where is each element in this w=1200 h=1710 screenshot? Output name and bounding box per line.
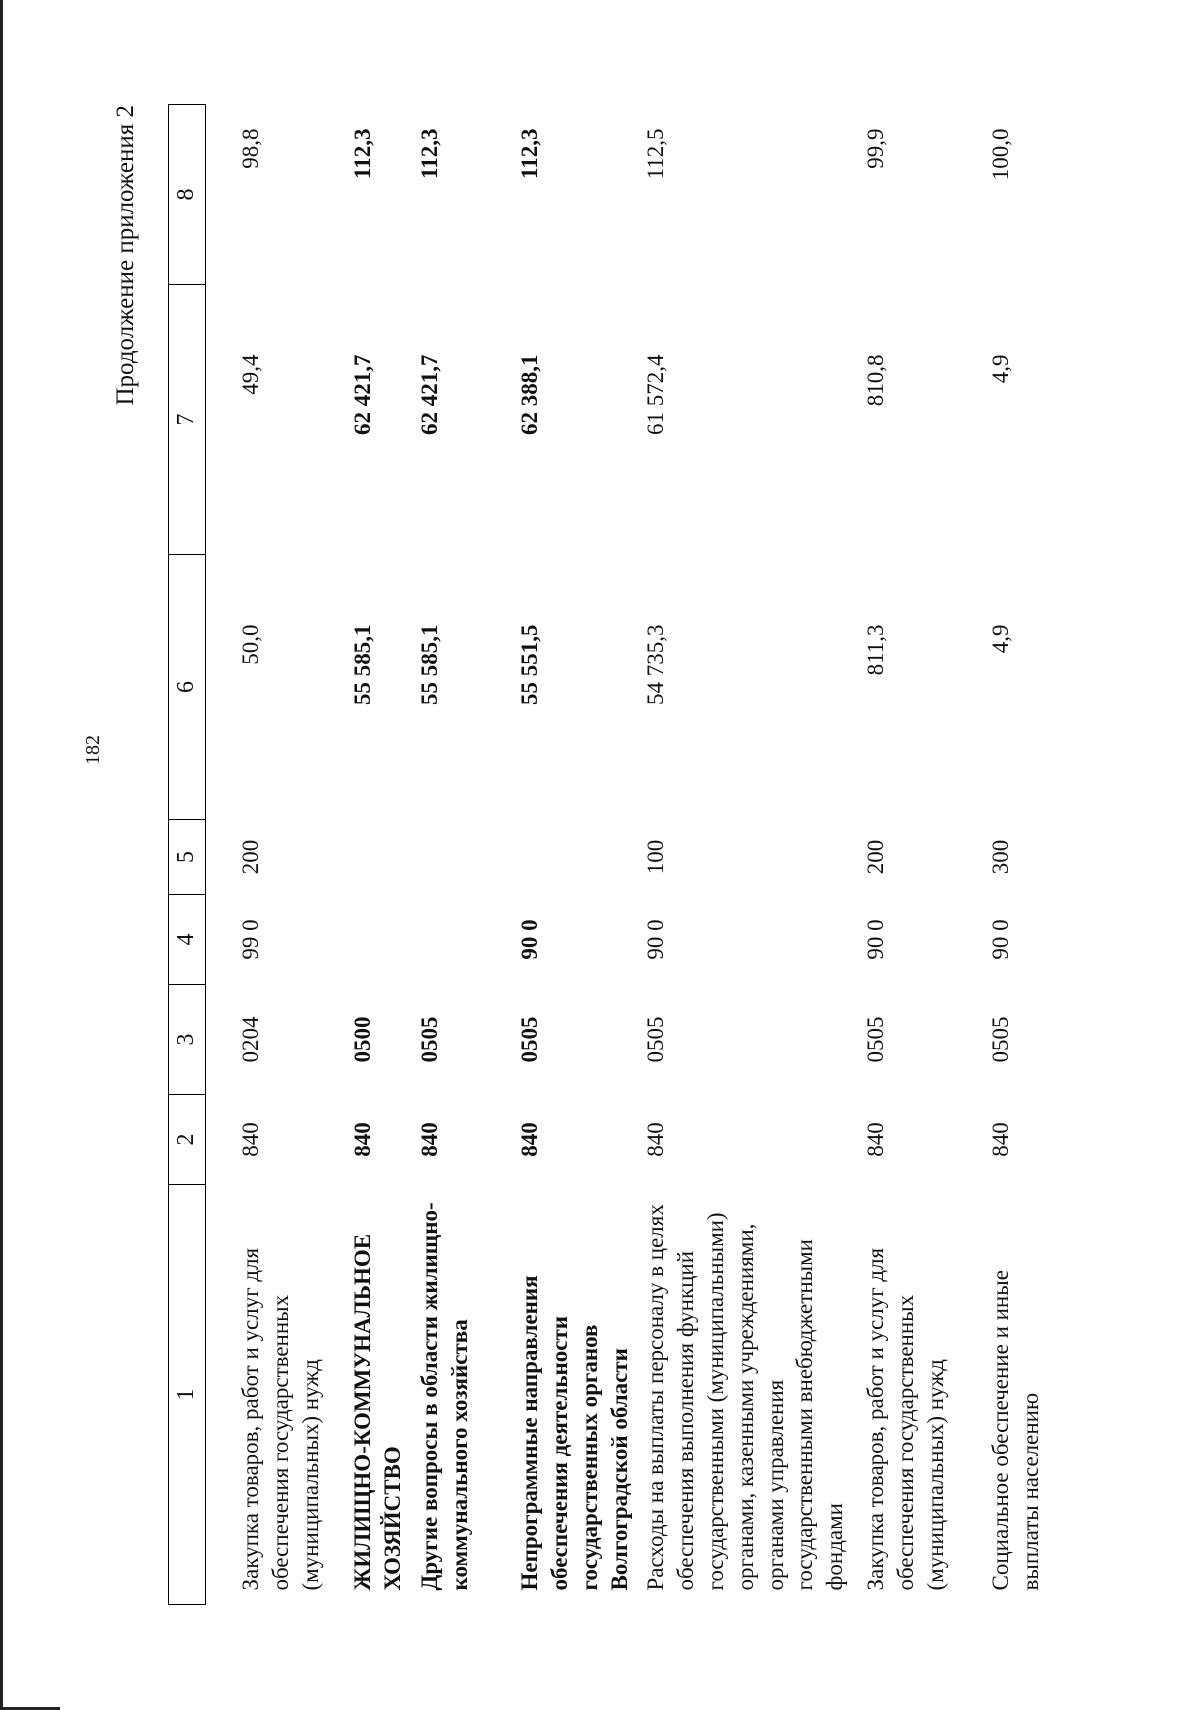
cell-percent: 98,8 <box>238 128 263 169</box>
cell-admin-code: 840 <box>350 1122 375 1157</box>
table-row <box>415 105 515 1605</box>
cell-amount-actual: 4,9 <box>988 354 1013 384</box>
row-description: Другие вопросы в области жилищно-коммунального хозяйства <box>417 1202 472 1591</box>
cell-amount-actual: 62 421,7 <box>350 354 375 435</box>
cell-admin-code: 840 <box>517 1122 542 1157</box>
cell-target-code: 90 0 <box>863 919 888 960</box>
cell-percent: 99,9 <box>863 128 888 169</box>
table-row <box>986 105 1056 1605</box>
cell-amount-actual: 810,8 <box>863 354 888 407</box>
cell-expense-type <box>515 820 641 895</box>
cell-section-code: 0500 <box>350 1016 375 1063</box>
cell-amount-planned: 55 551,5 <box>517 624 542 705</box>
row-description: Закупка товаров, работ и услуг для обеспечения государственных (муниципальных) нужд <box>238 1247 323 1591</box>
table-row <box>348 105 415 1605</box>
row-description: Социальное обеспечение и иные выплаты населению <box>988 1270 1043 1591</box>
cell-percent: 100,0 <box>988 128 1013 181</box>
cell-amount-planned: 4,9 <box>988 624 1013 654</box>
cell-percent: 112,5 <box>643 128 668 180</box>
header-col-6: 6 <box>169 555 206 820</box>
table-row <box>515 105 641 1605</box>
cell-section-code: 0505 <box>417 1016 442 1063</box>
cell-amount-actual: 61 572,4 <box>643 354 668 435</box>
cell-admin-code: 840 <box>863 1122 888 1157</box>
cell-amount-planned: 55 585,1 <box>417 624 442 705</box>
cell-amount-planned: 54 735,3 <box>643 624 668 705</box>
table-row <box>641 105 861 1605</box>
row-description: Закупка товаров, работ и услуг для обеспечения государственных (муниципальных) нужд <box>863 1247 948 1591</box>
cell-percent: 112,3 <box>417 128 442 179</box>
cell-section-code: 0505 <box>643 1016 668 1063</box>
cell-amount-actual: 49,4 <box>238 354 263 395</box>
row-description: Расходы на выплаты персоналу в целях обеспечения выполнения функций государственными (муниципальными) органами, казенными учреждениями, органами управления государственными внебюджетными фондами <box>643 1204 848 1591</box>
cell-target-code: 90 0 <box>988 919 1013 960</box>
cell-expense-type: 200 <box>863 839 888 875</box>
table-row <box>206 105 349 1605</box>
cell-section-code: 0505 <box>863 1016 888 1063</box>
header-col-2: 2 <box>169 1095 206 1185</box>
cell-amount-actual: 62 388,1 <box>517 354 542 435</box>
cell-expense-type: 200 <box>238 839 263 875</box>
cell-admin-code: 840 <box>238 1122 263 1157</box>
table-row <box>861 105 986 1605</box>
header-row <box>169 105 206 1605</box>
cell-admin-code: 840 <box>988 1122 1013 1157</box>
header-col-1: 1 <box>169 1185 206 1605</box>
cell-admin-code: 840 <box>417 1122 442 1157</box>
cell-target-code <box>415 895 515 985</box>
header-col-3: 3 <box>169 985 206 1095</box>
cell-amount-planned: 55 585,1 <box>350 624 375 705</box>
cell-amount-planned: 50,0 <box>238 624 263 665</box>
header-col-4: 4 <box>169 895 206 985</box>
cell-target-code: 99 0 <box>238 919 263 960</box>
cell-target-code: 90 0 <box>643 919 668 960</box>
row-description: Непрограммные направления обеспечения деятельности государственных органов Волгоградской области <box>517 1275 632 1591</box>
cell-amount-planned: 811,3 <box>863 624 888 676</box>
cell-amount-actual: 62 421,7 <box>417 354 442 435</box>
cell-section-code: 0204 <box>238 1016 263 1063</box>
cell-expense-type: 300 <box>988 839 1013 875</box>
cell-expense-type <box>415 820 515 895</box>
cell-expense-type: 100 <box>643 839 668 875</box>
page-number: 182 <box>82 735 104 765</box>
cell-target-code <box>348 895 415 985</box>
budget-table <box>168 104 1056 1605</box>
cell-target-code: 90 0 <box>517 919 542 960</box>
continuation-caption: Продолжение приложения 2 <box>112 105 139 406</box>
cell-section-code: 0505 <box>988 1016 1013 1063</box>
cell-section-code: 0505 <box>517 1016 542 1063</box>
header-col-7: 7 <box>169 285 206 555</box>
cell-expense-type <box>348 820 415 895</box>
cell-admin-code: 840 <box>643 1122 668 1157</box>
cell-percent: 112,3 <box>350 128 375 179</box>
header-col-8: 8 <box>169 105 206 285</box>
row-description: ЖИЛИЩНО-КОММУНАЛЬНОЕ ХОЗЯЙСТВО <box>350 1233 405 1591</box>
cell-percent: 112,3 <box>517 128 542 179</box>
header-col-5: 5 <box>169 820 206 895</box>
